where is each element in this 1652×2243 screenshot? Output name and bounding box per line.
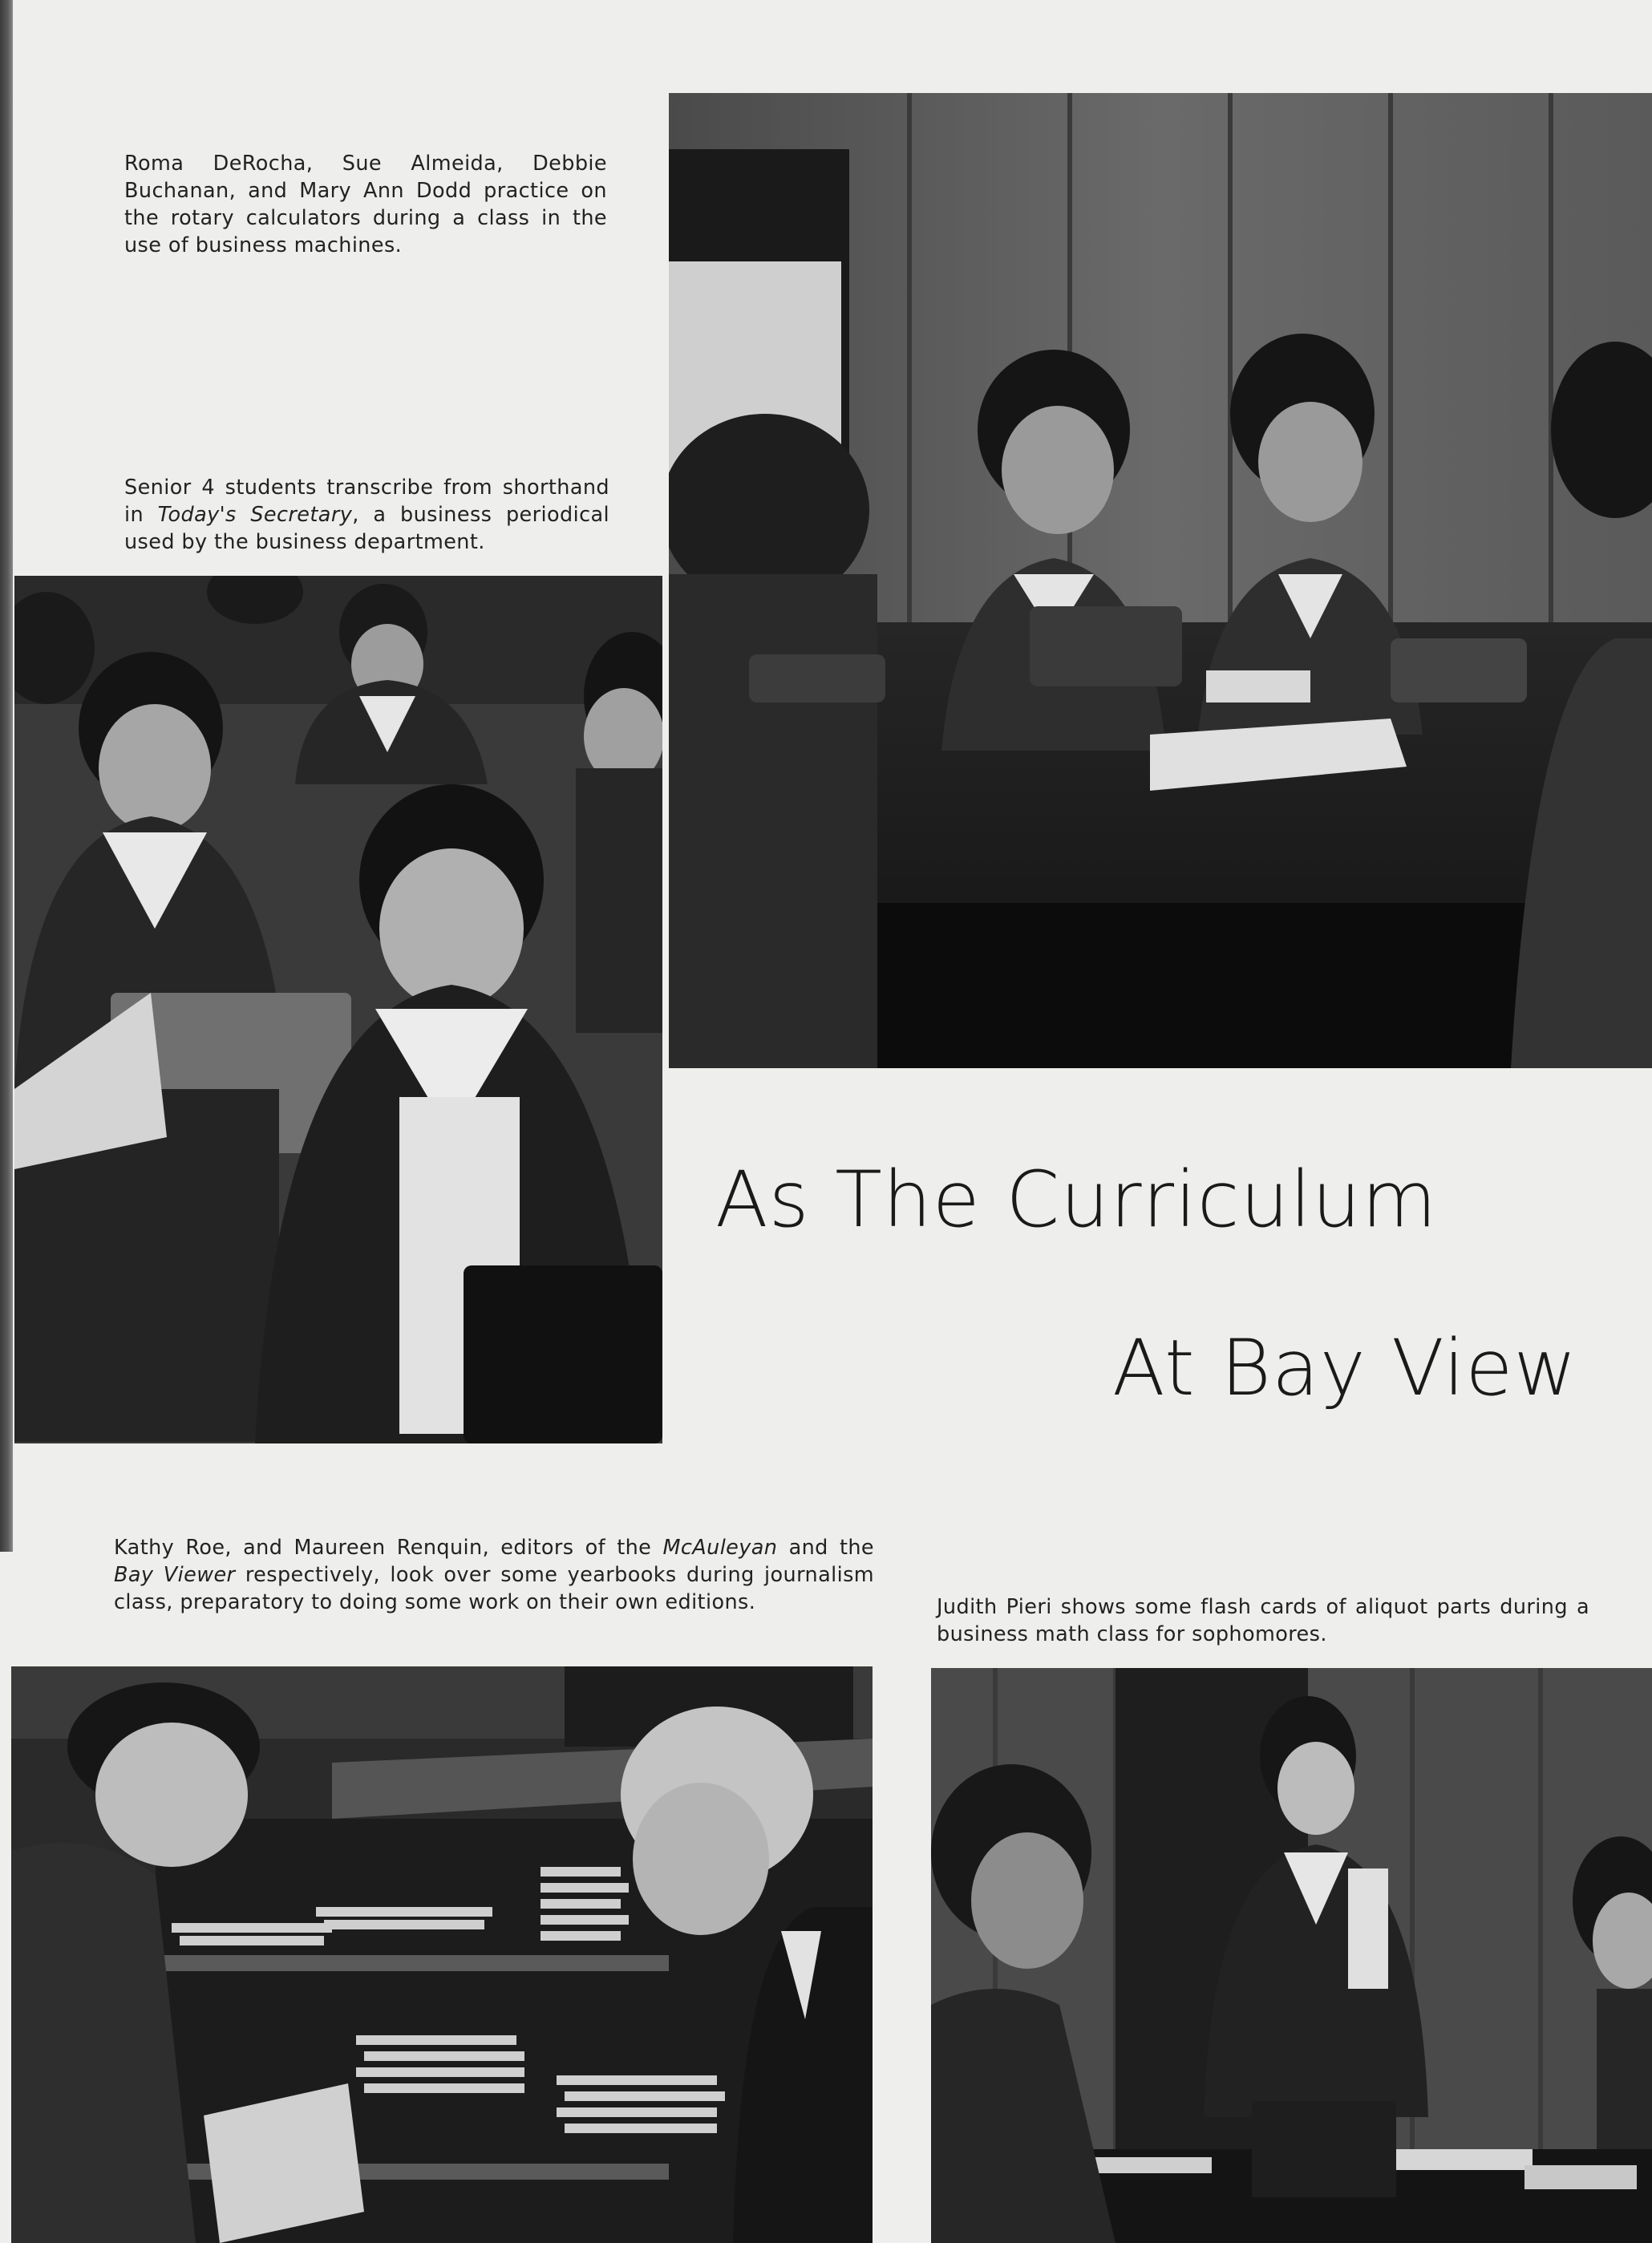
caption-journalism <box>114 1534 874 1616</box>
calculator-class-photo <box>669 93 1652 1068</box>
flash-cards-photo <box>931 1668 1652 2243</box>
page-edge-strip <box>0 0 13 1552</box>
yearbooks-photo <box>11 1666 873 2243</box>
typing-class-photo <box>14 576 662 1443</box>
caption-journalism-text-3: respectively, look over some yearbooks during journalism class, preparatory to doing some work on their own editions. <box>114 1563 875 1614</box>
flash-cards-photo-drawing <box>931 1668 1652 2243</box>
caption-shorthand-periodical-title: Today's Secretary <box>157 503 353 527</box>
caption-shorthand-text-1: Senior 4 students transcribe from shorthand in <box>124 476 609 527</box>
caption-journalism-yearbook-title: McAuleyan <box>662 1536 778 1560</box>
caption-shorthand <box>124 474 609 556</box>
headline-line-1: As The Curriculum <box>715 1155 1438 1245</box>
caption-flash-cards: Judith Pieri shows some flash cards of aliquot parts during a business math class for sophomores. <box>937 1595 1589 1646</box>
yearbooks-photo-drawing <box>11 1666 873 2243</box>
typing-class-photo-drawing <box>14 576 662 1443</box>
caption-journalism-text-1: Kathy Roe, and Maureen Renquin, editors of the <box>114 1536 663 1560</box>
caption-journalism-text-2: and the <box>777 1536 874 1560</box>
caption-journalism-newspaper-title: Bay Viewer <box>114 1563 236 1587</box>
calculator-class-photo-drawing <box>669 93 1652 1068</box>
caption-calculators: Roma DeRocha, Sue Almeida, Debbie Buchanan, and Mary Ann Dodd practice on the rotary calculators during a class in the use of business machines. <box>124 152 607 257</box>
headline-line-2: At Bay View <box>1112 1323 1577 1413</box>
caption-shorthand-text-2: , a business periodical used by the business department. <box>124 503 609 554</box>
